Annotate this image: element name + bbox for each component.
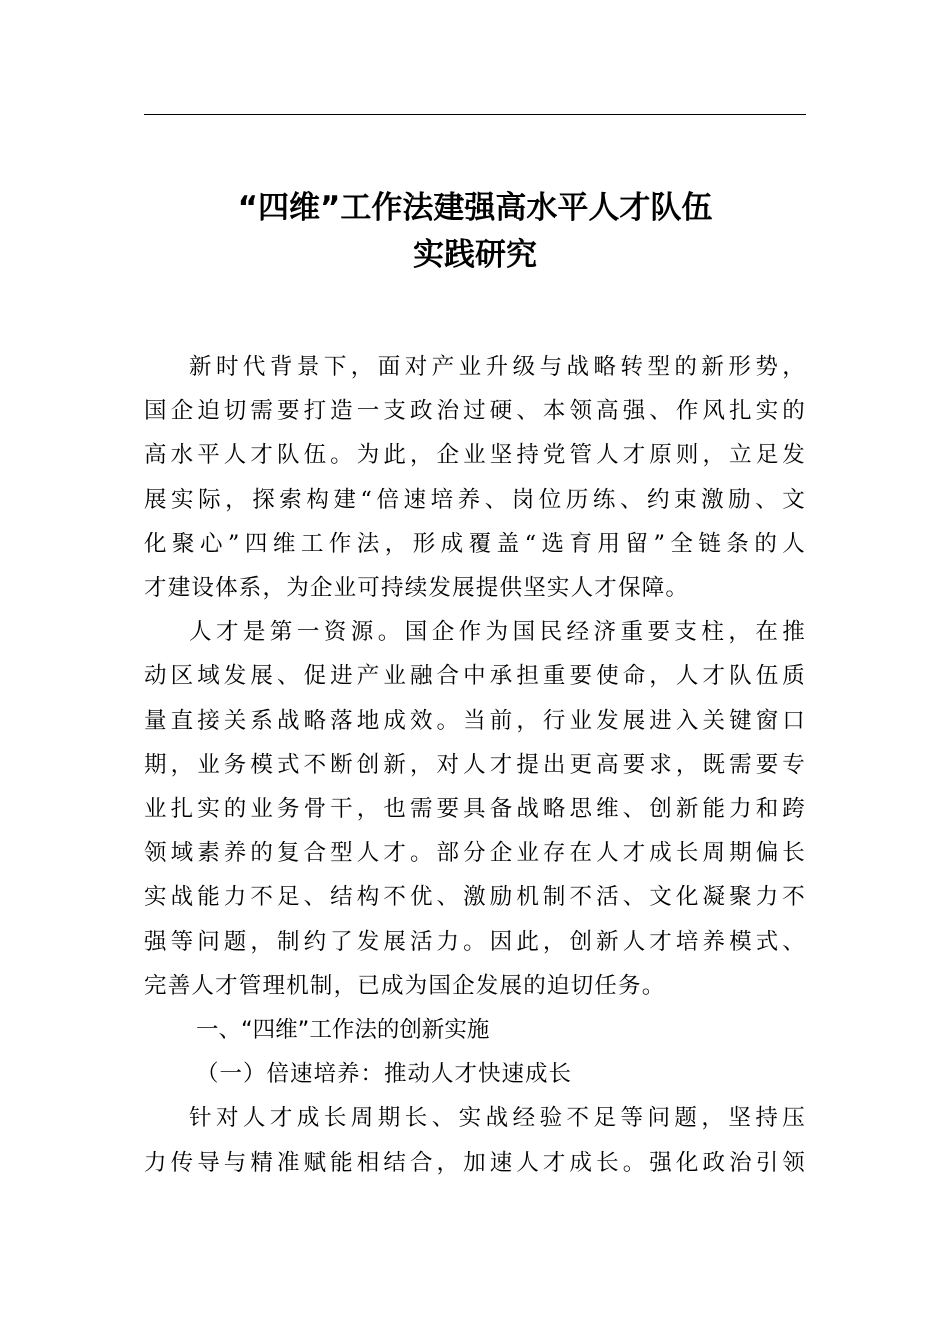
paragraph-line: 期，业务模式不断创新，对人才提出更高要求，既需要专 bbox=[144, 751, 806, 778]
paragraph-line: 新时代背景下，面对产业升级与战略转型的新形势， bbox=[189, 354, 806, 380]
document-body bbox=[144, 345, 806, 1185]
paragraph-1 bbox=[144, 345, 806, 610]
paragraph-3 bbox=[144, 1096, 806, 1184]
paragraph-line: 化聚心”四维工作法，形成覆盖“选育用留”全链条的人 bbox=[144, 530, 806, 557]
paragraph-line: 完善人才管理机制，已成为国企发展的迫切任务。 bbox=[144, 972, 666, 999]
paragraph-line: 强等问题，制约了发展活力。因此，创新人才培养模式、 bbox=[144, 928, 806, 955]
paragraph-line: 动区域发展、促进产业融合中承担重要使命，人才队伍质 bbox=[144, 663, 806, 690]
paragraph-line: 国企迫切需要打造一支政治过硬、本领高强、作风扎实的 bbox=[144, 398, 806, 425]
paragraph-line: 量直接关系战略落地成效。当前，行业发展进入关键窗口 bbox=[144, 707, 806, 734]
paragraph-line: 力传导与精准赋能相结合，加速人才成长。强化政治引领 bbox=[144, 1149, 806, 1176]
paragraph-line: 业扎实的业务骨干，也需要具备战略思维、创新能力和跨 bbox=[144, 796, 806, 823]
paragraph-line: 高水平人才队伍。为此，企业坚持党管人才原则，立足发 bbox=[144, 442, 806, 469]
paragraph-line: 领域素养的复合型人才。部分企业存在人才成长周期偏长 bbox=[144, 840, 806, 867]
title-line-2: 实践研究 bbox=[413, 237, 537, 273]
paragraph-line: 展实际，探索构建“倍速培养、岗位历练、约束激励、文 bbox=[144, 486, 806, 513]
paragraph-2 bbox=[144, 610, 806, 1008]
paragraph-line: 才建设体系，为企业可持续发展提供坚实人才保障。 bbox=[144, 575, 690, 602]
subsection-heading: （一）倍速培养：推动人才快速成长 bbox=[196, 1061, 573, 1088]
section-heading: 一、“四维”工作法的创新实施 bbox=[196, 1017, 490, 1044]
paragraph-line: 实战能力不足、结构不优、激励机制不活、文化凝聚力不 bbox=[144, 884, 806, 911]
paragraph-line: 人才是第一资源。国企作为国民经济重要支柱，在推 bbox=[189, 619, 806, 646]
paragraph-line: 针对人才成长周期长、实战经验不足等问题，坚持压 bbox=[189, 1105, 806, 1132]
document-title bbox=[144, 185, 806, 279]
title-line-1: “四维”工作法建强高水平人才队伍 bbox=[237, 190, 713, 226]
header-rule bbox=[144, 114, 806, 115]
